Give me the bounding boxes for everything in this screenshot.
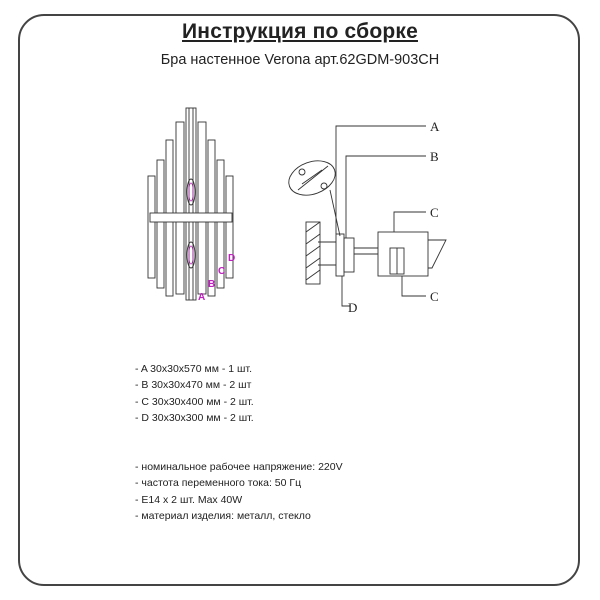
side-label-d: D xyxy=(348,300,358,315)
front-view-bulbs-highlight xyxy=(189,183,193,264)
side-label-a: A xyxy=(430,119,440,134)
side-label-c-top: C xyxy=(430,205,439,220)
spec-material: - материал изделия: металл, стекло xyxy=(135,509,311,522)
front-label-a: A xyxy=(198,292,206,303)
side-label-b: B xyxy=(430,149,439,164)
components-list xyxy=(135,361,254,426)
side-view-mounting xyxy=(284,126,446,306)
product-subtitle: Бра настенное Verona арт.62GDM-903CH xyxy=(160,52,440,68)
component-item-b: - B 30x30x470 мм - 2 шт xyxy=(135,379,252,392)
spec-frequency: - частота переменного тока: 50 Гц xyxy=(135,477,302,490)
component-item-d: - D 30x30x300 мм - 2 шт. xyxy=(135,411,254,424)
component-item-c: - C 30x30x400 мм - 2 шт. xyxy=(135,395,254,408)
front-label-b: B xyxy=(208,279,216,290)
spec-bulbs: - E14 x 2 шт. Max 40W xyxy=(135,493,243,506)
front-label-c: C xyxy=(218,266,226,277)
page-title: Инструкция по сборке xyxy=(182,20,418,43)
side-label-c-bottom: C xyxy=(430,289,439,304)
component-item-a: - A 30x30x570 мм - 1 шт. xyxy=(135,363,252,375)
front-label-d: D xyxy=(228,253,236,264)
specifications-list xyxy=(135,459,343,524)
spec-voltage: - номинальное рабочее напряжение: 220V xyxy=(135,461,343,473)
